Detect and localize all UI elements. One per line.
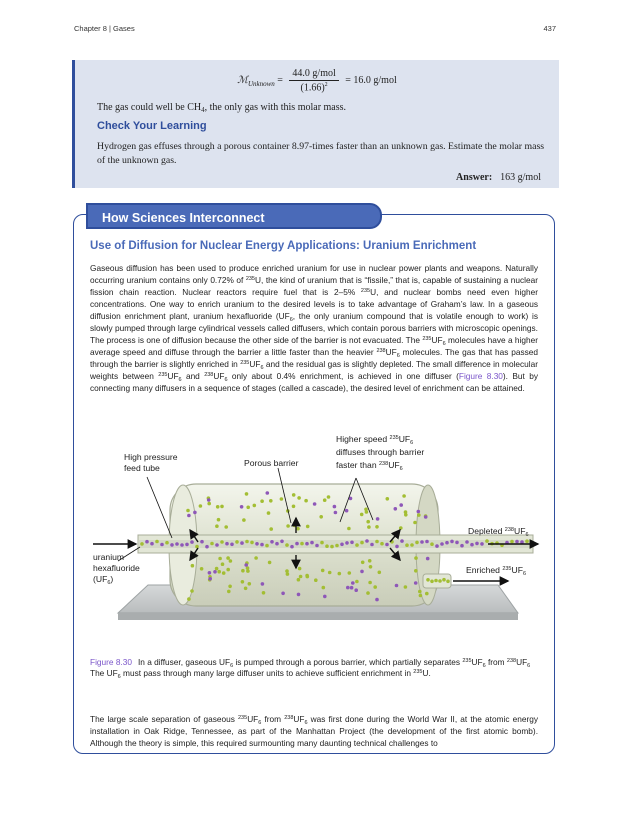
body-paragraph-2: The large scale separation of gaseous $^{235}UF_6$ from $^{238}UF_6$ was first done during the World War II, at the atomic energy installation in Oak Ridge, Tennessee, as part of the Manhattan Project (the development of the first atomic bomb). Although the theory is simple, this required surmounting many daunting technical challenges to bbox=[90, 714, 538, 748]
page-header bbox=[74, 24, 556, 38]
feature-heading: Use of Diffusion for Nuclear Energy Applications: Uranium Enrichment bbox=[90, 240, 477, 252]
example-solution-box bbox=[72, 60, 559, 188]
label-enriched: Enriched $^{235}UF_6$ bbox=[466, 565, 527, 577]
label-depleted: Depleted $^{238}UF_6$ bbox=[468, 526, 529, 538]
check-your-learning-body: Hydrogen gas effuses through a porous container 8.97-times faster than an unknown gas. Estimate the molar mass of the unknown gas. bbox=[97, 141, 545, 166]
diffuser-figure bbox=[88, 430, 540, 650]
formula-fraction: $\frac{\text{44.0 g/mol}}{(1.66)^2}$ bbox=[289, 68, 338, 93]
label-porous-barrier: Porous barrier bbox=[244, 458, 299, 468]
feature-tab-title: How Sciences Interconnect bbox=[86, 203, 382, 229]
label-high-pressure: High pressure feed tube bbox=[124, 452, 178, 473]
figure-link[interactable]: Figure 8.30 bbox=[458, 371, 503, 381]
body-paragraph-1: Gaseous diffusion has been used to produce enriched uranium for use in nuclear power plants and weapons. Naturally occurring uranium contains only 0.72% of $^{235}$U, the kind of uranium that is “fissile,” that is, capable of sustaining a nuclear fission chain reaction. Nuclear reactors require fuel that is 2–5% $^{235}$U, and nuclear bombs need even higher concentrations. One way to enrich uranium to the desired levels is to take advantage of Graham’s law. In a gaseous diffusion enrichment plant, uranium hexafluoride ($UF_6$, the only uranium compound that is volatile enough to work) is slowly pumped through large cylindrical vessels called diffusers, which contain porous barriers with microscopic openings. The process is one of diffusion because the other side of the barrier is not evacuated. The $^{235}UF_6$ molecules have a higher average speed and diffuse through the barrier a little faster than the heavier $^{238}UF_6$ molecules. The gas that has passed through the barrier is slightly enriched in $^{235}UF_6$ and the residual gas is slightly depleted. The small difference in molecular weights between $^{235}UF_6$ and $^{238}UF_6$ only about 0.4% enrichment, is achieved in one diffuser (Figure 8.30). But by connecting many diffusers in a sequence of stages (called a cascade), the desired level of enrichment can be attained. bbox=[90, 263, 539, 393]
molar-mass-formula: ℳ$_{Unknown}$ = $\frac{\text{44.0 g/mol}}{(1.66)^2}$ = 16.0 g/mol bbox=[237, 68, 397, 94]
label-uranium-hexafluoride: uranium hexafluoride $(UF_6)$ bbox=[93, 552, 140, 586]
answer-line: Answer: 163 g/mol bbox=[456, 172, 541, 183]
chapter-title: Chapter 8 | Gases bbox=[74, 24, 135, 33]
figure-caption: Figure 8.30 In a diffuser, gaseous $UF_6$ is pumped through a porous barrier, which partially separates $^{235}UF_6$ from $^{238}UF_6$ The $UF_6$ must pass through many large diffuser units to achieve sufficient enrichment in $^{235}$U. bbox=[90, 657, 531, 680]
label-higher-speed: Higher speed $^{235}UF_6$ diffuses through barrier faster than $^{238}UF_6$ bbox=[336, 434, 425, 472]
check-your-learning-title: Check Your Learning bbox=[97, 120, 207, 132]
example-conclusion: The gas could well be $CH_4$, the only gas with this molar mass. bbox=[97, 102, 347, 114]
page-number: 437 bbox=[543, 24, 556, 33]
